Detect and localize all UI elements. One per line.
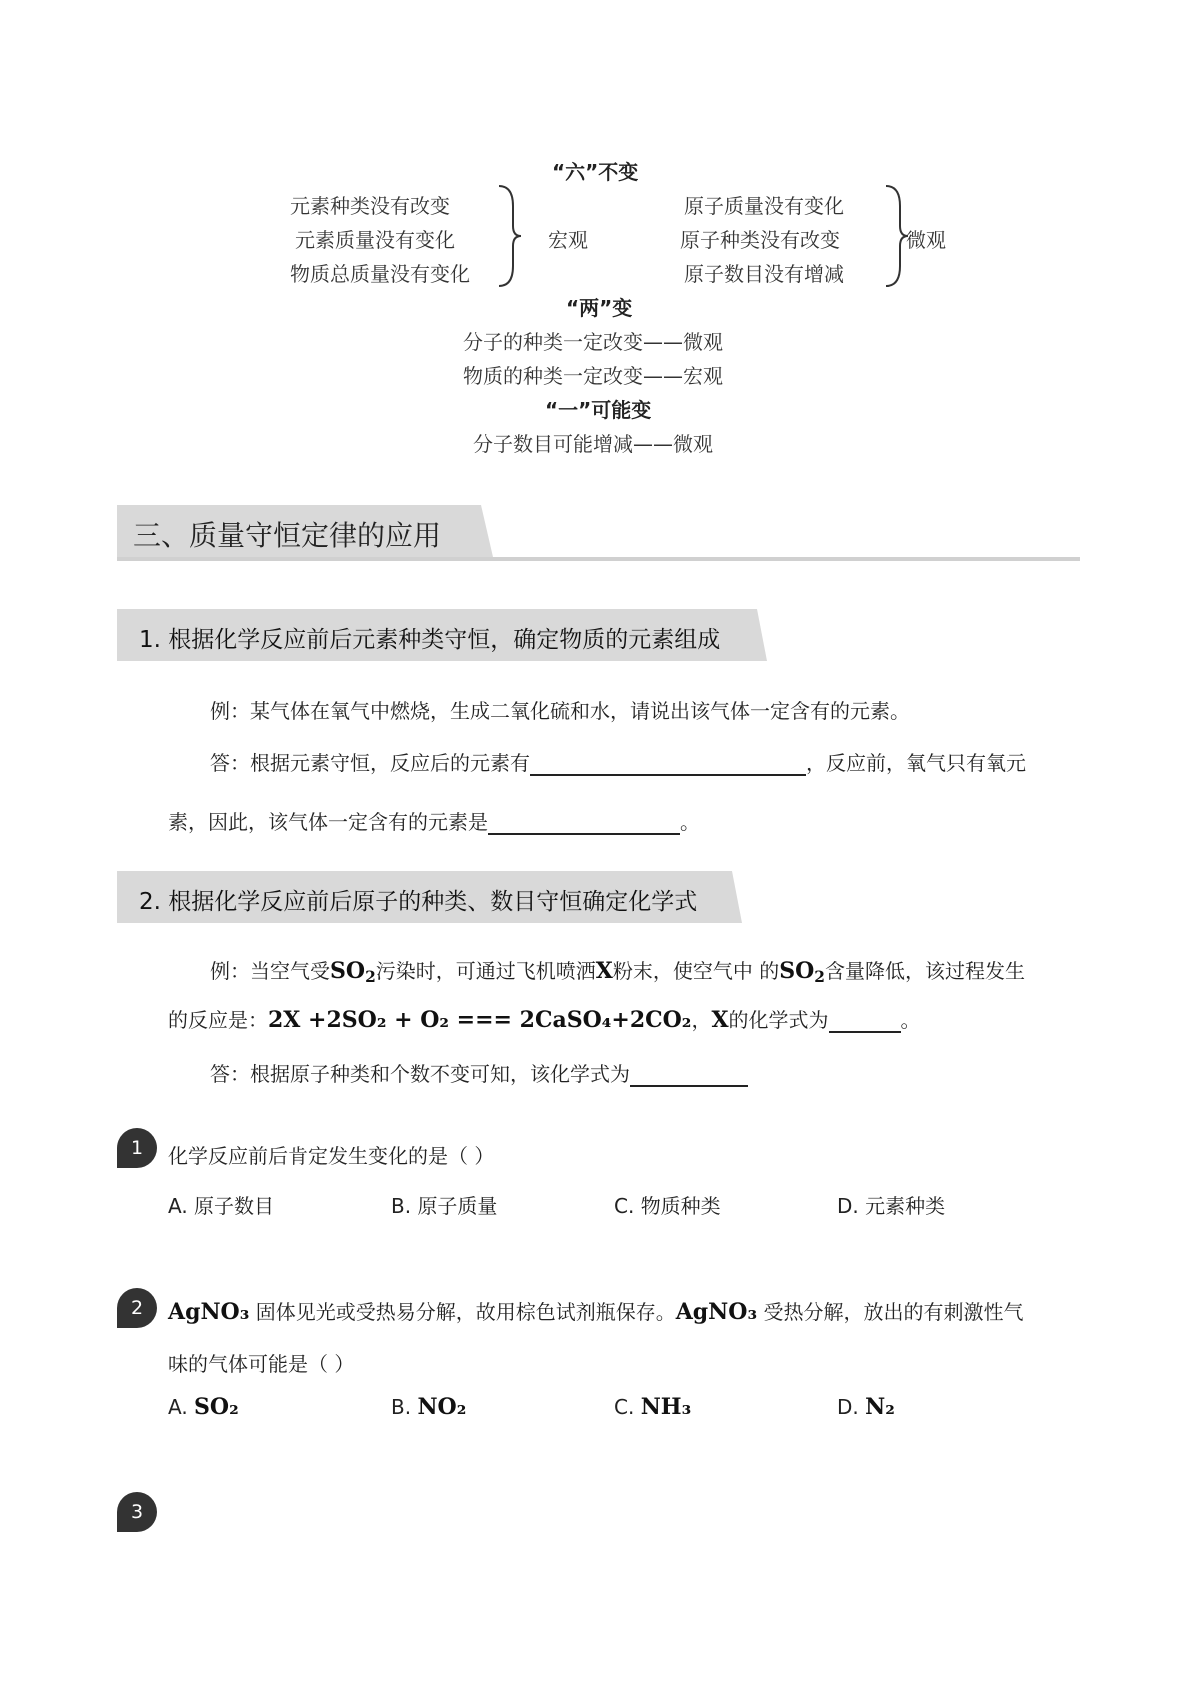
- macro-item: 元素种类没有改变: [290, 194, 450, 218]
- option-text: 原子质量: [417, 1194, 498, 1218]
- section-header: [117, 505, 1080, 561]
- example-text: 。: [900, 1008, 921, 1032]
- example-text: 例：某气体在氧气中燃烧，生成二氧化硫和水，请说出该气体一定含有的元素。: [210, 699, 910, 723]
- option-letter: A.: [168, 1395, 188, 1419]
- two-change-item: 分子的种类一定改变——微观: [463, 330, 723, 354]
- section-title: 三、质量守恒定律的应用: [133, 519, 442, 552]
- option-c[interactable]: [614, 1190, 721, 1219]
- equation-line: [168, 1004, 921, 1033]
- answer-text: 。: [680, 810, 700, 834]
- answer-blank[interactable]: [630, 1061, 748, 1087]
- macro-item: 物质总质量没有变化: [290, 262, 470, 286]
- answer-blank[interactable]: [530, 750, 806, 776]
- example-text: 污染时，可通过飞机喷洒: [375, 959, 596, 983]
- one-may-change-item: 分子数目可能增减——微观: [473, 432, 713, 456]
- answer-blank[interactable]: [488, 809, 680, 835]
- answer-text: 答：根据元素守恒，反应后的元素有: [210, 751, 530, 775]
- option-d[interactable]: [837, 1190, 945, 1219]
- stem-text: 受热分解，放出的有刺激性气: [763, 1300, 1024, 1324]
- example-line: [210, 955, 1025, 986]
- answer-line: [210, 1058, 748, 1087]
- option-b[interactable]: [391, 1190, 497, 1219]
- option-d[interactable]: [837, 1394, 895, 1420]
- option-a[interactable]: [168, 1394, 239, 1420]
- answer-text: ，反应前，氧气只有氧元: [806, 751, 1026, 775]
- option-b[interactable]: [391, 1394, 466, 1420]
- example-text: 粉末，使空气中 的: [612, 959, 780, 983]
- option-text: SO₂: [194, 1394, 239, 1420]
- macro-label: 宏观: [548, 228, 588, 252]
- option-text: NO₂: [417, 1394, 467, 1420]
- chemical-equation: 2X +2SO₂ + O₂ === 2CaSO₄+2CO₂: [268, 1007, 692, 1033]
- micro-item: 原子种类没有改变: [680, 228, 840, 252]
- example-text: 的反应是：: [168, 1008, 268, 1032]
- option-letter: B.: [391, 1395, 412, 1419]
- option-text: N₂: [865, 1394, 895, 1420]
- formula-text: SO: [779, 958, 815, 984]
- question-stem: 味的气体可能是（ ）: [168, 1352, 355, 1376]
- micro-label: 微观: [906, 228, 946, 252]
- macro-item: 元素质量没有变化: [295, 228, 455, 252]
- formula: AgNO₃: [675, 1299, 758, 1325]
- section-divider: [117, 557, 1080, 561]
- micro-item: 原子质量没有变化: [684, 194, 844, 218]
- question-number-badge: 1: [117, 1128, 157, 1168]
- option-letter: D.: [837, 1395, 859, 1419]
- option-a[interactable]: [168, 1190, 274, 1219]
- question-number-badge: 3: [117, 1492, 157, 1532]
- example-text: 的化学式为: [728, 1008, 829, 1032]
- option-letter: D.: [837, 1194, 859, 1218]
- option-letter: C.: [614, 1194, 635, 1218]
- answer-text: 答：根据原子种类和个数不变可知，该化学式为: [210, 1062, 630, 1086]
- answer-text: 素，因此，该气体一定含有的元素是: [168, 810, 488, 834]
- answer-blank[interactable]: [829, 1007, 901, 1033]
- option-text: 物质种类: [640, 1194, 721, 1218]
- micro-item: 原子数目没有增减: [684, 262, 844, 286]
- example-text: 例：当空气受: [210, 959, 330, 983]
- example-text: 含量降低，该过程发生: [825, 959, 1025, 983]
- stem-text: 固体见光或受热易分解，故用棕色试剂瓶保存。: [255, 1300, 676, 1324]
- option-text: 原子数目: [194, 1194, 275, 1218]
- formula: $SO_2$: [779, 958, 825, 986]
- one-may-change-title: “一”可能变: [545, 398, 652, 422]
- subsection-title: 1. 根据化学反应前后元素种类守恒，确定物质的元素组成: [139, 627, 721, 653]
- formula: AgNO₃: [168, 1299, 250, 1325]
- two-change-item: 物质的种类一定改变——宏观: [463, 364, 723, 388]
- formula-text: SO: [330, 958, 366, 984]
- question-stem: [168, 1296, 1023, 1325]
- question-stem: 化学反应前后肯定发生变化的是（ ）: [168, 1144, 495, 1168]
- option-c[interactable]: [614, 1394, 691, 1420]
- option-letter: A.: [168, 1194, 188, 1218]
- answer-line: [168, 806, 700, 835]
- option-letter: C.: [614, 1395, 635, 1419]
- example-text: ，: [691, 1008, 712, 1032]
- formula: $SO_2$: [330, 958, 376, 986]
- formula: X: [595, 958, 613, 984]
- macro-brace-icon: [495, 182, 525, 290]
- question-number-badge: 2: [117, 1288, 157, 1328]
- subsection-title: 2. 根据化学反应前后原子的种类、数目守恒确定化学式: [139, 889, 698, 915]
- two-change-title: “两”变: [566, 296, 633, 320]
- six-unchanged-title: “六”不变: [552, 160, 639, 184]
- answer-line: [210, 747, 1026, 776]
- formula: X: [711, 1007, 729, 1033]
- option-text: 元素种类: [865, 1194, 946, 1218]
- option-text: NH₃: [640, 1394, 692, 1420]
- option-letter: B.: [391, 1194, 412, 1218]
